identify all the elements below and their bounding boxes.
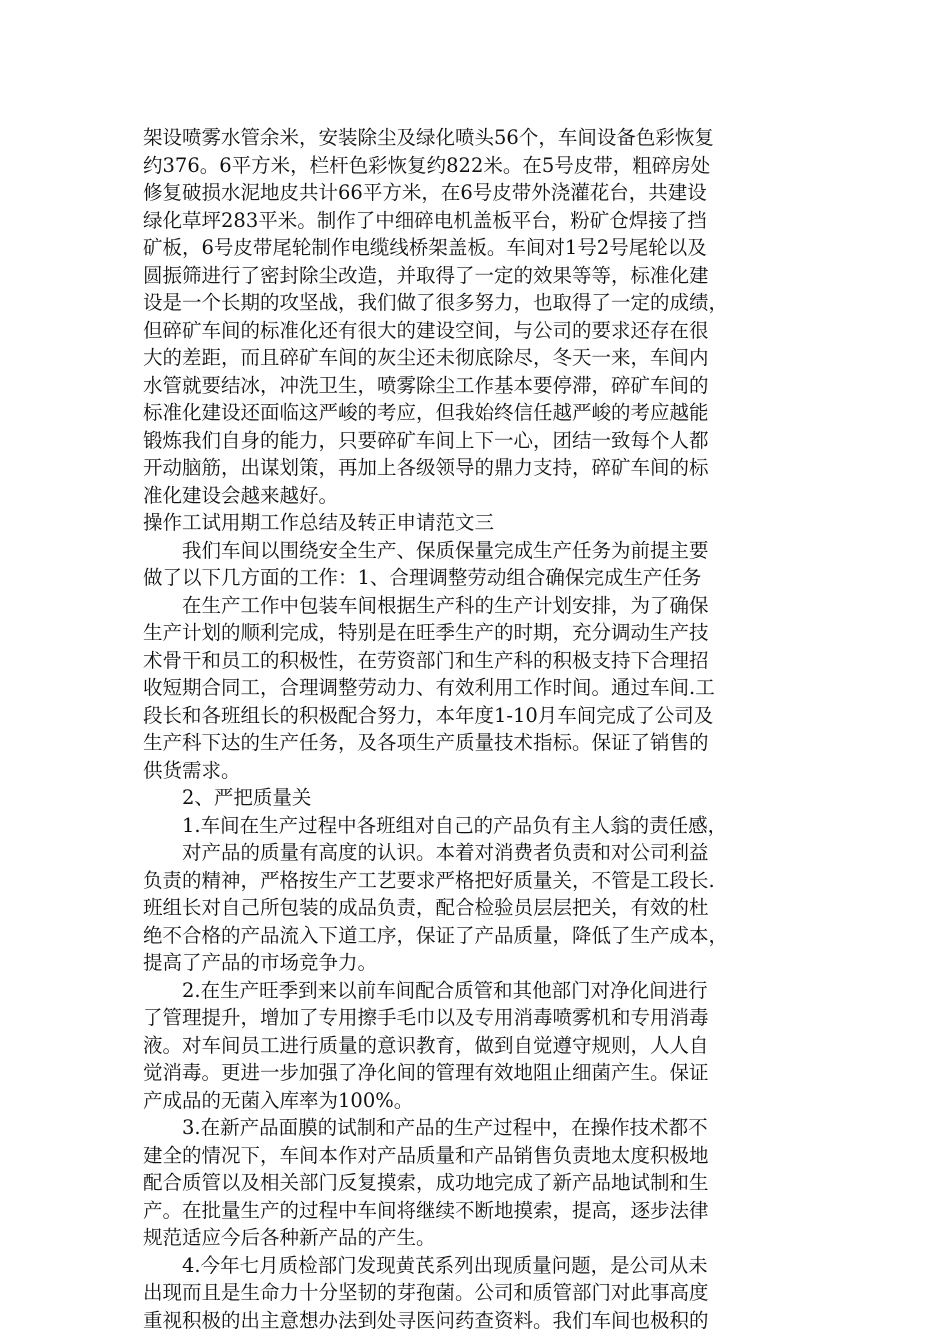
text-line: 水管就要结冰，冲洗卫生，喷雾除尘工作基本要停滞，碎矿车间的 [143, 373, 709, 397]
text-line: 提高了产品的市场竞争力。 [143, 951, 378, 974]
text-line: 但碎矿车间的标准化还有很大的建设空间，与公司的要求还存在很 [143, 318, 709, 342]
text-line: 班组长对自己所包装的成品负责，配合检验员层层把关，有效的杜 [143, 896, 709, 919]
text-line: 重视积极的出主意想办法到处寻医问药查资料。我们车间也极积的 [143, 1308, 709, 1332]
text-line: 开动脑筋，出谋划策，再加上各级领导的鼎力支持，碎矿车间的标 [143, 456, 709, 479]
text-line: 做了以下几方面的工作：1、合理调整劳动组合确保完成生产任务 [143, 566, 702, 589]
text-line: 觉消毒。更进一步加强了净化间的管理有效地阻止细菌产生。保证 [143, 1061, 709, 1084]
text-line: 收短期合同工，合理调整劳动力、有效利用工作时间。通过车间.工 [143, 676, 715, 699]
text-line: 锻炼我们自身的能力，只要碎矿车间上下一心，团结一致每个人都 [143, 428, 709, 452]
text-line: 绝不合格的产品流入下道工序，保证了产品质量，降低了生产成本， [143, 923, 729, 947]
text-line: 4.今年七月质检部门发现黄芪系列出现质量问题，是公司从未 [182, 1253, 708, 1277]
text-line: 3.在新产品面膜的试制和产品的生产过程中，在操作技术都不 [182, 1116, 708, 1139]
text-line: 架设喷雾水管余米，安装除尘及绿化喷头56个，车间设备色彩恢复 [143, 126, 714, 149]
text-line: 生产计划的顺利完成，特别是在旺季生产的时期，充分调动生产技 [143, 621, 709, 644]
text-line: 2.在生产旺季到来以前车间配合质管和其他部门对净化间进行 [182, 978, 708, 1002]
document-body [143, 124, 813, 1334]
subheading: 2、严把质量关 [182, 786, 312, 809]
section-heading: 操作工试用期工作总结及转正申请范文三 [143, 511, 495, 534]
text-line: 修复破损水泥地皮共计66平方米，在6号皮带外浇灌花台，共建设 [143, 181, 707, 204]
text-line: 1.车间在生产过程中各班组对自己的产品负有主人翁的责任感， [182, 813, 728, 837]
text-line: 了管理提升，增加了专用擦手毛巾以及专用消毒喷雾机和专用消毒 [143, 1006, 709, 1029]
text-line: 绿化草坪283平米。制作了中细碎电机盖板平台，粉矿仓焊接了挡 [143, 208, 707, 232]
text-line: 准化建设会越来越好。 [143, 483, 339, 507]
text-line: 约376。6平方米，栏杆色彩恢复约822米。在5号皮带，粗碎房处 [143, 153, 711, 177]
text-line: 产成品的无菌入库率为100%。 [143, 1088, 414, 1112]
text-line: 在生产工作中包装车间根据生产科的生产计划安排，为了确保 [182, 593, 709, 617]
text-line: 标准化建设还面临这严峻的考应，但我始终信任越严峻的考应越能 [143, 401, 709, 424]
text-line: 建全的情况下，车间本作对产品质量和产品销售负责地太度积极地 [143, 1143, 709, 1167]
text-line: 设是一个长期的攻坚战，我们做了很多努力，也取得了一定的成绩， [143, 291, 729, 314]
text-line: 生产科下达的生产任务，及各项生产质量技术指标。保证了销售的 [143, 731, 709, 754]
text-line: 配合质管以及相关部门反复摸索，成功地完成了新产品地试制和生 [143, 1171, 709, 1194]
text-line: 产。在批量生产的过程中车间将继续不断地摸索，提高，逐步法律 [143, 1198, 709, 1222]
text-line: 负责的精神，严格按生产工艺要求严格把好质量关，不管是工段长. [143, 868, 715, 892]
text-line: 对产品的质量有高度的认识。本着对消费者负责和对公司利益 [182, 841, 709, 864]
text-line: 我们车间以围绕安全生产、保质保量完成生产任务为前提主要 [182, 538, 709, 562]
text-line: 矿板，6号皮带尾轮制作电缆线桥架盖板。车间对1号2号尾轮以及 [143, 236, 707, 259]
text-line: 供货需求。 [143, 758, 241, 782]
text-line: 出现而且是生命力十分坚韧的芽孢菌。公司和质管部门对此事高度 [143, 1281, 709, 1304]
text-line: 液。对车间员工进行质量的意识教育，做到自觉遵守规则，人人自 [143, 1033, 709, 1057]
text-line: 圆振筛进行了密封除尘改造，并取得了一定的效果等等，标准化建 [143, 263, 709, 287]
text-line: 段长和各班组长的积极配合努力，本年度1-10月车间完成了公司及 [143, 703, 714, 727]
text-line: 术骨干和员工的积极性，在劳资部门和生产科的积极支持下合理招 [143, 648, 709, 672]
text-line: 规范适应今后各种新产品的产生。 [143, 1226, 436, 1249]
text-line: 大的差距，而且碎矿车间的灰尘还未彻底除尽，冬天一来，车间内 [143, 346, 709, 369]
